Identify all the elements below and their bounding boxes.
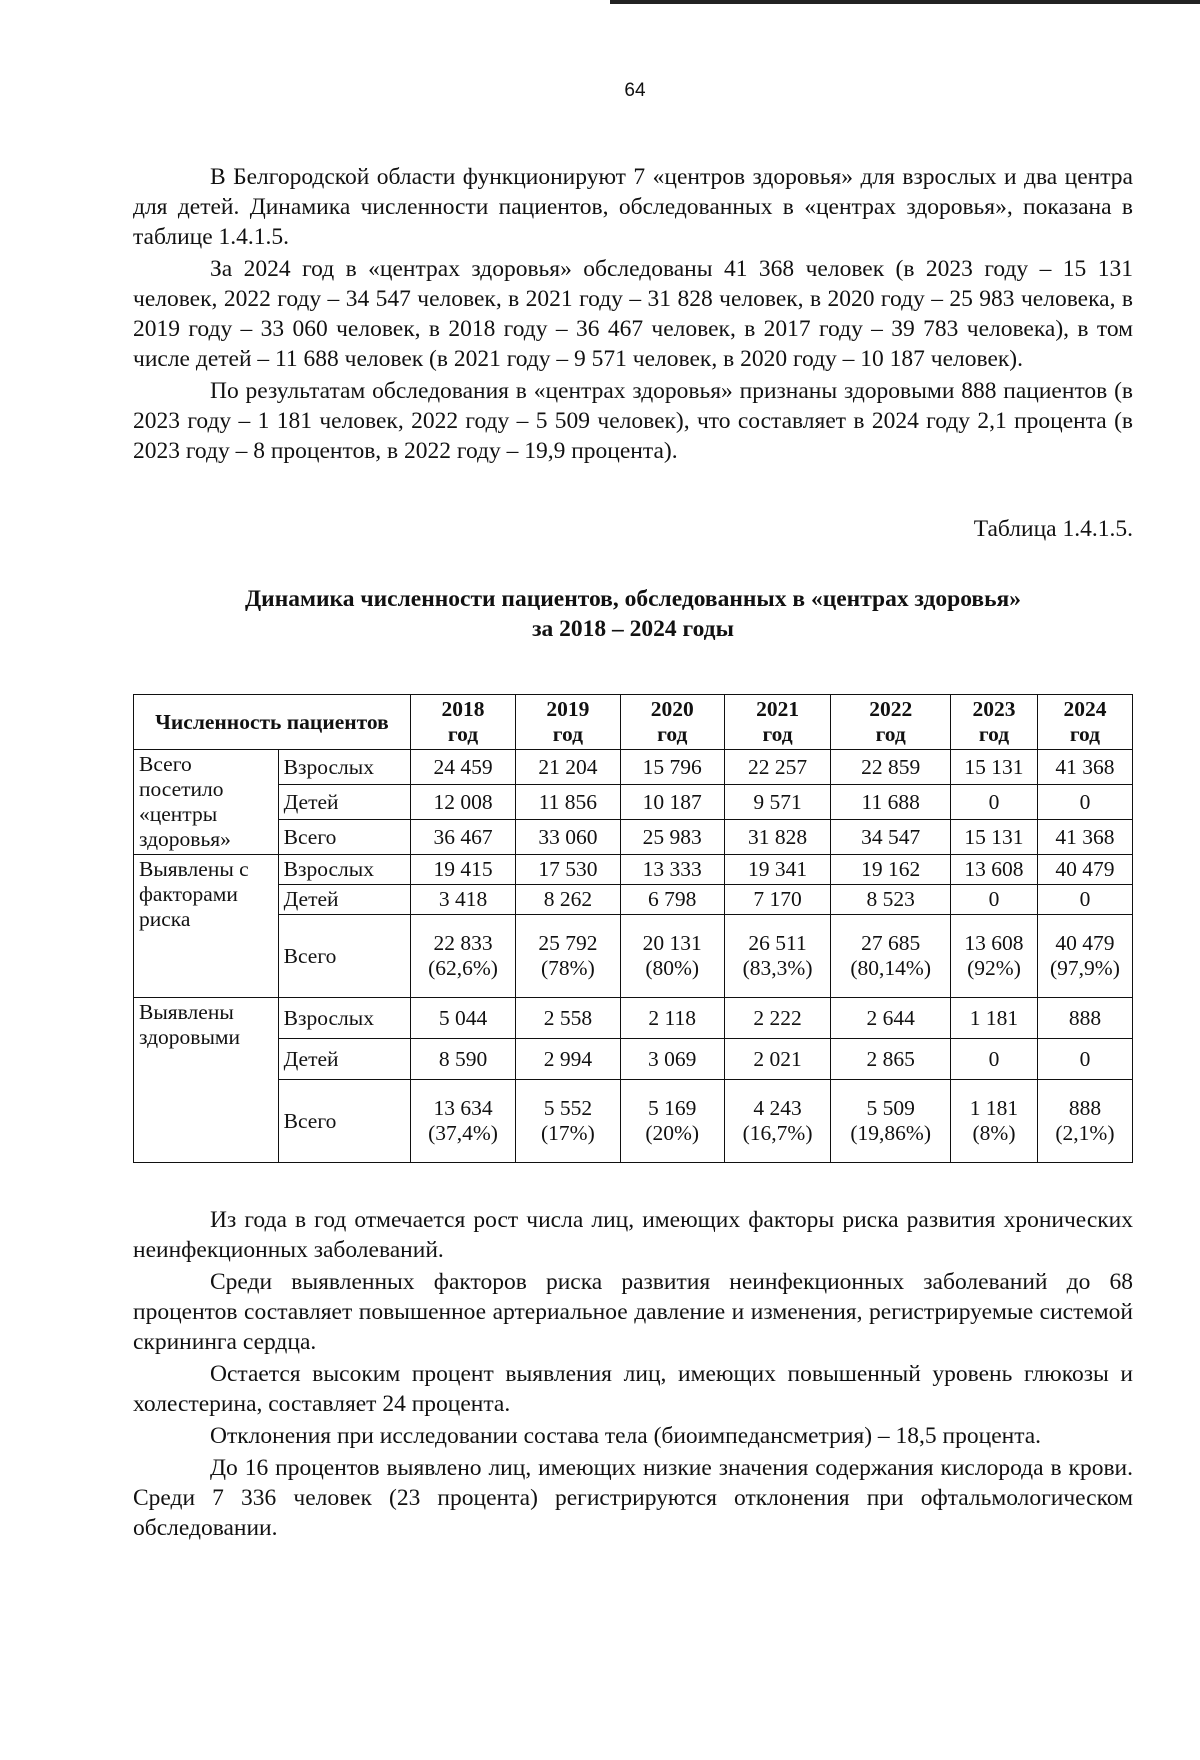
row-sub-label: Детей	[278, 885, 410, 915]
header-year: 2018	[441, 697, 485, 721]
value-number: 11 688	[861, 789, 920, 814]
value-cell	[516, 915, 620, 998]
value-cell	[516, 998, 620, 1039]
table-title	[133, 584, 1133, 644]
value-number: 20 131	[642, 931, 702, 955]
value-number: 22 859	[861, 754, 921, 779]
value-cell	[410, 885, 515, 915]
table-title-line-1: Динамика численности пациентов, обследованных в «центрах здоровья»	[245, 586, 1021, 612]
value-number: 2 222	[753, 1005, 802, 1030]
header-year-cell	[951, 695, 1038, 750]
value-number: 36 467	[433, 824, 493, 849]
header-year-cell	[410, 695, 515, 750]
value-number: 40 479	[1055, 931, 1115, 955]
value-number: 2 644	[866, 1005, 915, 1030]
value-cell	[410, 998, 515, 1039]
value-number: 34 547	[861, 824, 921, 849]
header-year: 2019	[546, 697, 590, 721]
value-cell	[516, 820, 620, 855]
value-cell	[951, 1039, 1038, 1080]
value-cell	[1037, 1039, 1132, 1080]
value-number: 3 069	[648, 1046, 697, 1071]
value-percent: (92%)	[967, 956, 1021, 980]
value-cell	[410, 785, 515, 820]
value-number: 1 181	[969, 1005, 1019, 1030]
value-number: 40 479	[1055, 857, 1115, 881]
value-cell	[1037, 750, 1132, 785]
value-number: 15 796	[642, 754, 702, 779]
value-cell	[516, 1080, 620, 1163]
table-row	[134, 1080, 1133, 1163]
value-cell	[620, 785, 724, 820]
value-cell	[516, 750, 620, 785]
value-number: 19 341	[748, 857, 808, 881]
value-cell	[1037, 885, 1132, 915]
intro-text	[133, 162, 1133, 466]
value-cell	[831, 855, 951, 885]
value-cell	[1037, 785, 1132, 820]
table-caption: Таблица 1.4.1.5.	[973, 516, 1133, 542]
value-number: 19 162	[861, 857, 921, 881]
value-cell	[410, 915, 515, 998]
header-year-unit: год	[978, 722, 1010, 746]
value-number: 2 021	[753, 1046, 802, 1071]
value-number: 33 060	[538, 824, 598, 849]
row-sub-label: Взрослых	[278, 998, 410, 1039]
value-number: 12 008	[433, 789, 493, 814]
value-number: 31 828	[748, 824, 808, 849]
value-number: 5 044	[438, 1005, 488, 1030]
value-percent: (80%)	[645, 956, 700, 980]
value-number: 24 459	[433, 754, 493, 779]
value-number: 0	[1079, 887, 1091, 911]
table-row	[134, 998, 1133, 1039]
value-percent: (2,1%)	[1055, 1121, 1115, 1145]
value-cell	[831, 885, 951, 915]
table-title-line-2: за 2018 – 2024 годы	[532, 616, 734, 642]
table-row	[134, 785, 1133, 820]
value-cell	[410, 1039, 515, 1080]
value-percent: (97,9%)	[1050, 956, 1120, 980]
header-year-unit: год	[875, 722, 906, 746]
value-number: 5 552	[543, 1096, 593, 1120]
value-cell	[831, 1080, 951, 1163]
header-year-cell	[724, 695, 830, 750]
value-number: 0	[988, 887, 1000, 911]
value-cell	[831, 915, 951, 998]
value-number: 8 262	[543, 887, 593, 911]
row-group-label: Всего посетило «центры здоровья»	[134, 750, 279, 855]
value-cell	[724, 855, 830, 885]
header-year: 2023	[972, 697, 1016, 721]
header-year: 2020	[650, 697, 694, 721]
paragraph: До 16 процентов выявлено лиц, имеющих низкие значения содержания кислорода в крови. Среди 7 336 человек (23 процента) регистрируются отклонения при офтальмологическом обследовании.	[133, 1455, 1133, 1541]
table-row	[134, 885, 1133, 915]
value-cell	[1037, 915, 1132, 998]
value-cell	[620, 915, 724, 998]
table-row	[134, 820, 1133, 855]
table-row	[134, 750, 1133, 785]
paragraph: Остается высоким процент выявления лиц, имеющих повышенный уровень глюкозы и холестерина, составляет 24 процента.	[133, 1361, 1133, 1417]
header-label: Численность пациентов	[134, 695, 411, 750]
header-year-cell	[1037, 695, 1132, 750]
value-number: 13 608	[964, 931, 1024, 955]
value-number: 13 333	[642, 857, 702, 881]
value-percent: (8%)	[972, 1121, 1016, 1145]
value-cell	[951, 785, 1038, 820]
value-number: 5 509	[866, 1096, 915, 1120]
value-number: 7 170	[753, 887, 802, 911]
value-number: 10 187	[642, 789, 702, 814]
value-number: 11 856	[538, 789, 598, 814]
header-year-cell	[620, 695, 724, 750]
value-cell	[1037, 998, 1132, 1039]
header-year: 2022	[869, 697, 913, 721]
header-year: 2021	[756, 697, 800, 721]
header-year-unit: год	[657, 722, 688, 746]
row-sub-label: Взрослых	[278, 750, 410, 785]
value-number: 21 204	[538, 754, 598, 779]
patients-table	[133, 694, 1133, 1163]
value-percent: (20%)	[645, 1121, 700, 1145]
value-cell	[724, 820, 830, 855]
value-percent: (78%)	[541, 956, 595, 980]
value-number: 15 131	[964, 824, 1024, 849]
page-number: 64	[624, 80, 646, 101]
value-number: 0	[1079, 789, 1091, 814]
value-cell	[516, 885, 620, 915]
paragraph: Среди выявленных факторов риска развития неинфекционных заболеваний до 68 процентов составляет повышенное артериальное давление и изменения, регистрируемые системой скрининга сердца.	[133, 1269, 1133, 1355]
value-cell	[620, 998, 724, 1039]
value-number: 0	[988, 1046, 1000, 1071]
value-percent: (80,14%)	[850, 956, 931, 980]
value-percent: (17%)	[541, 1121, 595, 1145]
value-number: 1 181	[969, 1096, 1019, 1120]
row-sub-label: Всего	[278, 820, 410, 855]
value-number: 0	[1079, 1046, 1091, 1071]
paragraph: В Белгородской области функционируют 7 «центров здоровья» для взрослых и два центра для детей. Динамика численности пациентов, обследованных в «центрах здоровья», показана в таблице 1.4.1.5.	[133, 164, 1133, 250]
row-group-label: Выявлены здоровыми	[134, 998, 279, 1163]
table-row	[134, 855, 1133, 885]
value-number: 5 169	[648, 1096, 697, 1120]
header-year-cell	[516, 695, 620, 750]
value-number: 3 418	[438, 887, 488, 911]
value-cell	[724, 885, 830, 915]
value-cell	[831, 785, 951, 820]
value-number: 25 792	[538, 931, 598, 955]
value-number: 17 530	[538, 857, 598, 881]
value-cell	[831, 998, 951, 1039]
value-cell	[831, 820, 951, 855]
value-cell	[951, 820, 1038, 855]
value-cell	[620, 885, 724, 915]
value-number: 9 571	[753, 789, 802, 814]
value-cell	[951, 1080, 1038, 1163]
value-percent: (19,86%)	[850, 1121, 931, 1145]
header-year-unit: год	[552, 722, 583, 746]
value-number: 19 415	[433, 857, 493, 881]
value-cell	[724, 998, 830, 1039]
value-cell	[724, 1039, 830, 1080]
value-cell	[951, 750, 1038, 785]
value-cell	[724, 785, 830, 820]
header-year-unit: год	[447, 722, 479, 746]
value-number: 888	[1068, 1096, 1102, 1120]
value-cell	[620, 820, 724, 855]
value-number: 22 833	[433, 931, 493, 955]
table-row	[134, 1039, 1133, 1080]
value-number: 13 608	[964, 857, 1024, 881]
value-cell	[410, 750, 515, 785]
value-cell	[516, 1039, 620, 1080]
value-cell	[951, 915, 1038, 998]
value-cell	[724, 915, 830, 998]
row-sub-label: Всего	[278, 915, 410, 998]
value-number: 27 685	[861, 931, 921, 955]
value-cell	[410, 855, 515, 885]
value-cell	[516, 785, 620, 820]
value-cell	[410, 1080, 515, 1163]
value-number: 15 131	[964, 754, 1024, 779]
conclusion-text	[133, 1205, 1133, 1543]
value-number: 26 511	[748, 931, 807, 955]
paragraph: За 2024 год в «центрах здоровья» обследованы 41 368 человек (в 2023 году – 15 131 человек, 2022 году – 34 547 человек, в 2021 году – 31 828 человек, в 2020 году – 25 983 человека, в 2019 году – 33 060 человек, в 2018 году – 36 467 человек, в 2017 году – 39 783 человека), в том числе детей – 11 688 человек (в 2021 году – 9 571 человек, в 2020 году – 10 187 человек).	[133, 256, 1133, 372]
value-number: 2 118	[648, 1005, 696, 1030]
value-percent: (37,4%)	[428, 1121, 498, 1145]
value-cell	[951, 855, 1038, 885]
value-number: 22 257	[748, 754, 808, 779]
value-cell	[410, 820, 515, 855]
paragraph: По результатам обследования в «центрах здоровья» признаны здоровыми 888 пациентов (в 2023 году – 1 181 человек, 2022 году – 5 509 человек), что составляет в 2024 году 2,1 процента (в 2023 году – 8 процентов, в 2022 году – 19,9 процента).	[133, 378, 1133, 464]
row-sub-label: Детей	[278, 1039, 410, 1080]
value-number: 13 634	[433, 1096, 493, 1120]
header-year-cell	[831, 695, 951, 750]
value-number: 8 590	[438, 1046, 488, 1071]
header-year-unit: год	[762, 722, 793, 746]
value-cell	[724, 750, 830, 785]
value-number: 888	[1068, 1005, 1102, 1030]
value-cell	[620, 750, 724, 785]
value-cell	[724, 1080, 830, 1163]
value-percent: (16,7%)	[742, 1121, 813, 1145]
table-row	[134, 915, 1133, 998]
value-number: 2 865	[866, 1046, 915, 1071]
value-number: 41 368	[1055, 754, 1115, 779]
value-cell	[1037, 1080, 1132, 1163]
table-header-row	[134, 695, 1133, 750]
value-cell	[831, 750, 951, 785]
value-number: 2 558	[543, 1005, 593, 1030]
value-percent: (62,6%)	[428, 956, 498, 980]
value-number: 6 798	[648, 887, 697, 911]
value-cell	[620, 1080, 724, 1163]
paragraph: Отклонения при исследовании состава тела (биоимпедансметрия) – 18,5 процента.	[210, 1423, 1042, 1449]
value-cell	[1037, 820, 1132, 855]
value-number: 8 523	[866, 887, 915, 911]
top-scan-rule	[610, 0, 1200, 4]
value-number: 25 983	[642, 824, 702, 849]
value-cell	[951, 885, 1038, 915]
header-year: 2024	[1063, 697, 1107, 721]
value-number: 4 243	[753, 1096, 802, 1120]
value-number: 0	[988, 789, 1000, 814]
header-year-unit: год	[1069, 722, 1101, 746]
value-cell	[1037, 855, 1132, 885]
value-percent: (83,3%)	[742, 956, 813, 980]
row-sub-label: Всего	[278, 1080, 410, 1163]
value-cell	[951, 998, 1038, 1039]
value-cell	[516, 855, 620, 885]
value-cell	[831, 1039, 951, 1080]
value-cell	[620, 1039, 724, 1080]
value-number: 41 368	[1055, 824, 1115, 849]
page-content	[133, 162, 1133, 1543]
row-sub-label: Детей	[278, 785, 410, 820]
row-sub-label: Взрослых	[278, 855, 410, 885]
row-group-label: Выявлены с факторами риска	[134, 855, 279, 998]
value-number: 2 994	[543, 1046, 593, 1071]
value-cell	[620, 855, 724, 885]
paragraph: Из года в год отмечается рост числа лиц, имеющих факторы риска развития хронических неинфекционных заболеваний.	[133, 1207, 1133, 1263]
